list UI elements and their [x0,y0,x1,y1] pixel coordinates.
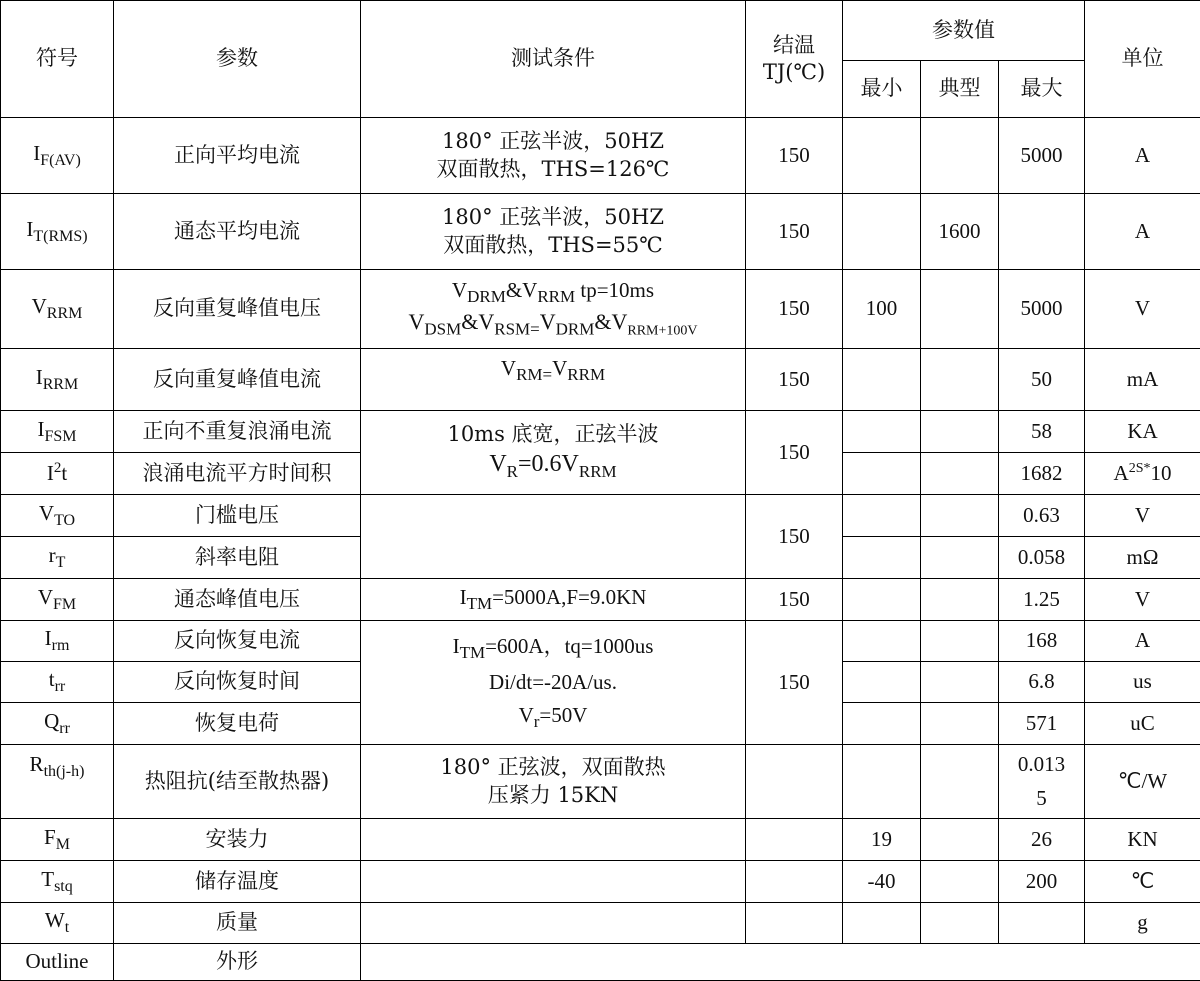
parameter-cell: 正向平均电流 [114,118,361,194]
min-cell [843,662,921,703]
max-cell: 1.25 [999,579,1085,621]
condition-cell [361,819,746,861]
parameter-cell: 斜率电阻 [114,537,361,579]
header-typ: 典型 [921,61,999,118]
max-cell: 5000 [999,118,1085,194]
min-cell: 19 [843,819,921,861]
unit-cell: us [1085,662,1200,703]
table-row [1,621,1200,662]
symbol-cell: $r_T$ [1,537,114,579]
condition-cell: 180° 正弦半波，50HZ 双面散热，THS=55℃ [361,194,746,270]
typ-cell [921,495,999,537]
max-cell: 0.058 [999,537,1085,579]
symbol-cell: $I_{T(RMS)}$ [1,194,114,270]
unit-cell: A [1085,621,1200,662]
min-cell [843,745,921,819]
tj-cell: 150 [746,411,843,495]
min-cell [843,118,921,194]
symbol-cell: $t_{rr}$ [1,662,114,703]
symbol-cell: $W_t$ [1,903,114,944]
table-row [1,819,1200,861]
typ-cell [921,349,999,411]
header-unit: 单位 [1085,1,1200,118]
tj-cell [746,819,843,861]
unit-cell: g [1085,903,1200,944]
symbol-cell: $F_M$ [1,819,114,861]
parameter-cell: 正向不重复浪涌电流 [114,411,361,453]
parameter-cell: 浪涌电流平方时间积 [114,453,361,495]
table-row [1,411,1200,453]
parameter-cell: 反向重复峰值电压 [114,270,361,349]
tj-cell: 150 [746,349,843,411]
outline-drawing-cell [361,944,1200,981]
condition-cell: $I_{TM}=5000A,F=9.0KN$ [361,579,746,621]
min-cell [843,349,921,411]
min-cell [843,194,921,270]
parameter-cell: 门槛电压 [114,495,361,537]
symbol-cell: $Q_{rr}$ [1,703,114,745]
parameter-cell: 质量 [114,903,361,944]
max-cell: 168 [999,621,1085,662]
max-cell: 1682 [999,453,1085,495]
unit-cell: mΩ [1085,537,1200,579]
table-row [1,944,1200,981]
typ-cell [921,819,999,861]
unit-cell: A [1085,194,1200,270]
table-row [1,903,1200,944]
unit-cell: ℃ [1085,861,1200,903]
unit-cell: KA [1085,411,1200,453]
max-cell: 58 [999,411,1085,453]
max-cell: 571 [999,703,1085,745]
header-parameter: 参数 [114,1,361,118]
condition-cell: 180° 正弦半波，50HZ 双面散热，THS=126℃ [361,118,746,194]
parameter-cell: 外形 [114,944,361,981]
parameter-cell: 反向恢复电流 [114,621,361,662]
unit-cell: ℃/W [1085,745,1200,819]
condition-cell: $V_{DRM}\&V_{RRM}$ tp=10ms $V_{DSM}\&V_{RSM=}V_{DRM}\&V_{RRM+100V}$ [361,270,746,349]
symbol-cell: $V_{FM}$ [1,579,114,621]
symbol-cell: $I^2t$ [1,453,114,495]
parameter-cell: 热阻抗(结至散热器) [114,745,361,819]
unit-cell: KN [1085,819,1200,861]
tj-cell: 150 [746,118,843,194]
table-row [1,270,1200,349]
symbol-cell: $V_{TO}$ [1,495,114,537]
symbol-cell: $I_{F(AV)}$ [1,118,114,194]
symbol-cell: Outline [1,944,114,981]
header-tj-unit: TJ(℃) [746,59,842,86]
typ-cell [921,453,999,495]
unit-cell: uC [1085,703,1200,745]
min-cell [843,703,921,745]
condition-cell: $I_{TM}=600A$，tq=1000us Di/dt=-20A/us. $V_r=50V$ [361,621,746,745]
parameter-cell: 恢复电荷 [114,703,361,745]
max-cell [999,194,1085,270]
symbol-cell: $T_{stq}$ [1,861,114,903]
unit-cell: V [1085,270,1200,349]
header-max: 最大 [999,61,1085,118]
condition-cell [361,495,746,579]
max-cell: 6.8 [999,662,1085,703]
unit-cell: $A^{2S*}10$ [1085,453,1200,495]
max-cell: 50 [999,349,1085,411]
header-symbol: 符号 [1,1,114,118]
tj-cell [746,861,843,903]
parameter-cell: 通态峰值电压 [114,579,361,621]
typ-cell [921,621,999,662]
condition-cell: 10ms 底宽，正弦半波 $V_R=0.6V_{RRM}$ [361,411,746,495]
tj-cell: 150 [746,579,843,621]
unit-cell: mA [1085,349,1200,411]
table-row [1,861,1200,903]
symbol-cell: $I_{rm}$ [1,621,114,662]
unit-cell: V [1085,495,1200,537]
min-cell [843,453,921,495]
header-conditions: 测试条件 [361,1,746,118]
min-cell: 100 [843,270,921,349]
symbol-cell: $I_{FSM}$ [1,411,114,453]
typ-cell [921,270,999,349]
condition-cell: 180° 正弦波，双面散热 压紧力 15KN [361,745,746,819]
max-cell: 5000 [999,270,1085,349]
max-cell: 0.63 [999,495,1085,537]
tj-cell [746,903,843,944]
max-cell: 200 [999,861,1085,903]
header-min: 最小 [843,61,921,118]
table-row [1,194,1200,270]
header-values-group: 参数值 [843,1,1085,61]
typ-cell [921,703,999,745]
min-cell [843,537,921,579]
tj-cell: 150 [746,270,843,349]
tj-cell: 150 [746,495,843,579]
table-row [1,349,1200,411]
parameter-cell: 通态平均电流 [114,194,361,270]
symbol-cell: $I_{RRM}$ [1,349,114,411]
condition-cell: $V_{RM=}V_{RRM}$ [361,349,746,411]
typ-cell [921,118,999,194]
tj-cell: 150 [746,621,843,745]
condition-cell [361,861,746,903]
symbol-cell: $V_{RRM}$ [1,270,114,349]
typ-cell [921,903,999,944]
typ-cell [921,579,999,621]
header-junction-temp [746,1,843,118]
max-cell [999,903,1085,944]
unit-cell: V [1085,579,1200,621]
min-cell [843,411,921,453]
header-tj-label: 结温 [746,32,842,59]
min-cell [843,495,921,537]
table-row [1,745,1200,819]
min-cell: -40 [843,861,921,903]
table-row [1,495,1200,537]
typ-cell: 1600 [921,194,999,270]
tj-cell [746,745,843,819]
parameter-cell: 安装力 [114,819,361,861]
unit-cell: A [1085,118,1200,194]
tj-cell: 150 [746,194,843,270]
max-cell: 0.013 5 [999,745,1085,819]
typ-cell [921,861,999,903]
typ-cell [921,411,999,453]
table-row [1,579,1200,621]
parameter-cell: 储存温度 [114,861,361,903]
typ-cell [921,662,999,703]
typ-cell [921,537,999,579]
condition-cell [361,903,746,944]
parameter-cell: 反向重复峰值电流 [114,349,361,411]
typ-cell [921,745,999,819]
max-cell: 26 [999,819,1085,861]
symbol-cell: $R_{th(j-h)}$ [1,745,114,819]
min-cell [843,621,921,662]
table-row [1,118,1200,194]
min-cell [843,579,921,621]
min-cell [843,903,921,944]
parameter-cell: 反向恢复时间 [114,662,361,703]
